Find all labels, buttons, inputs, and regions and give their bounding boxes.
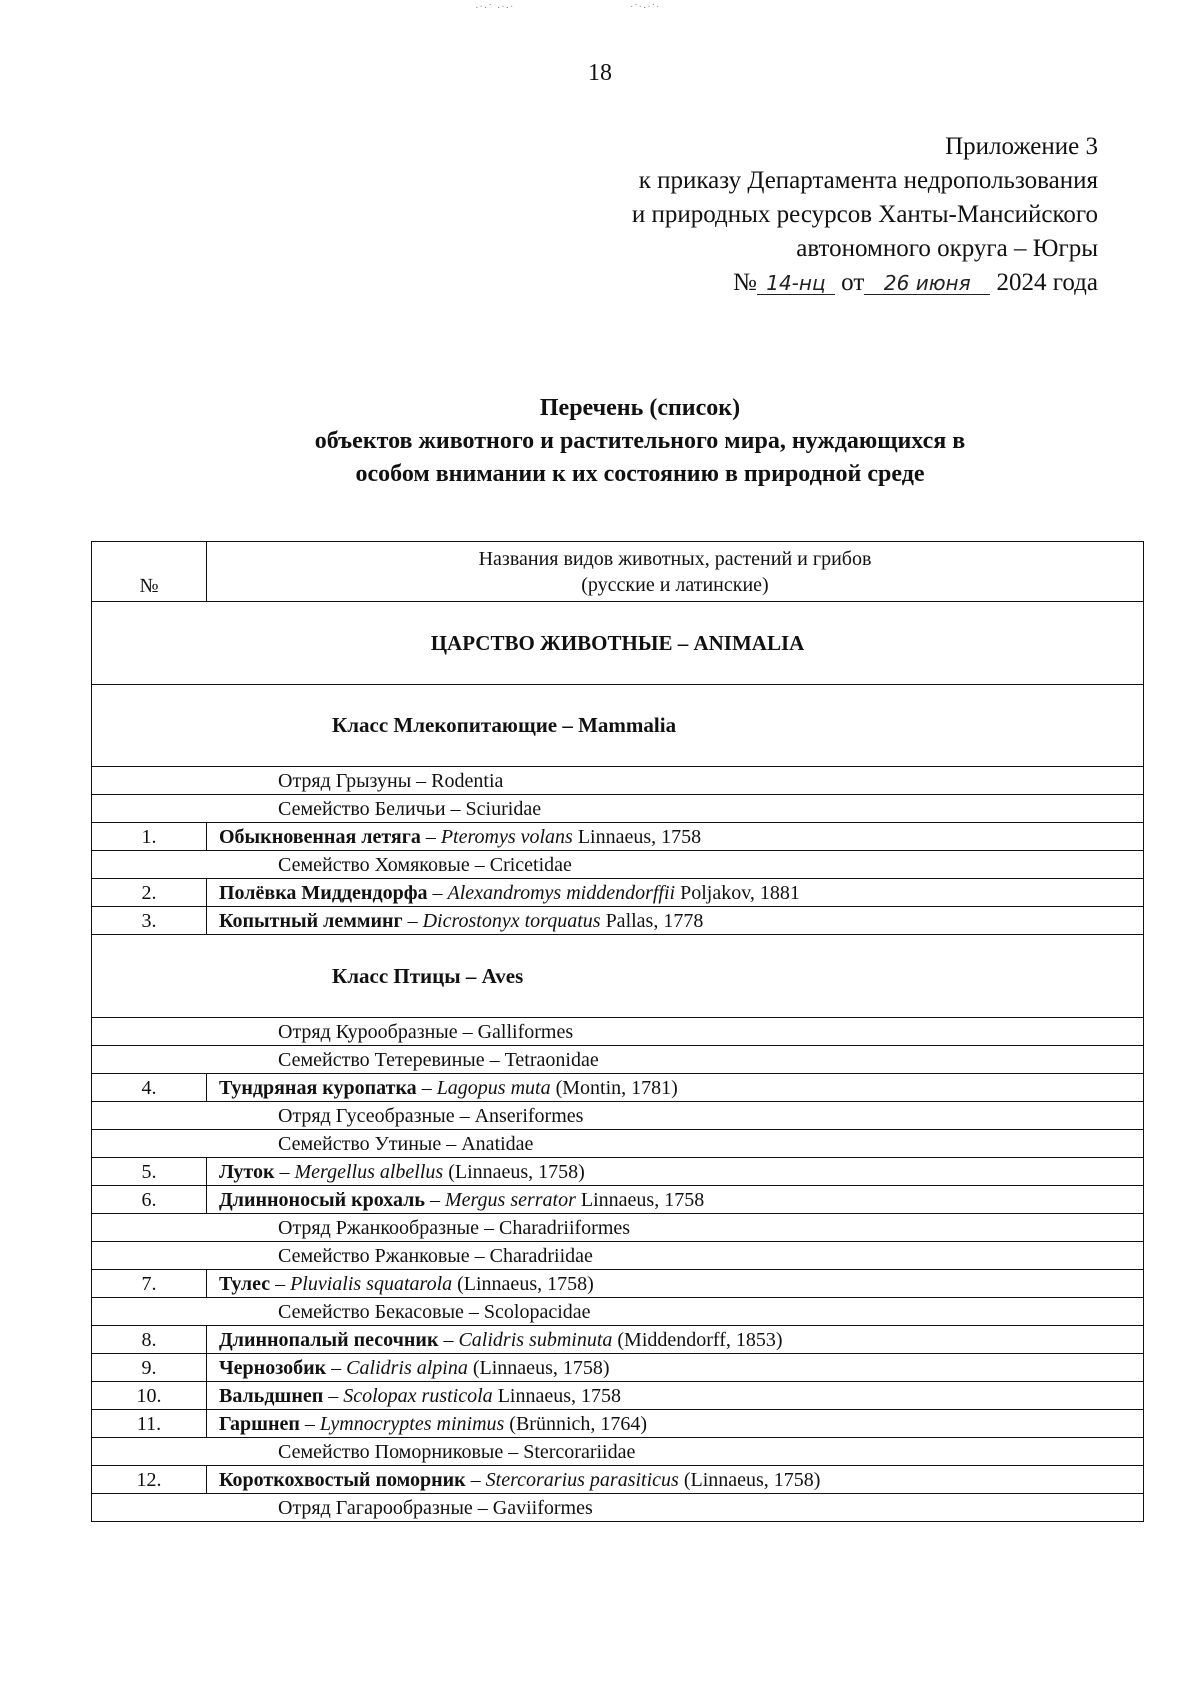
name-separator: – bbox=[465, 1468, 486, 1491]
appendix-header bbox=[632, 130, 1098, 300]
name-separator: – bbox=[323, 1384, 344, 1407]
order-reference bbox=[632, 266, 1098, 300]
species-name-cell bbox=[207, 823, 1144, 851]
taxon-row bbox=[92, 1046, 1144, 1074]
title-line: особом внимании к их состоянию в природной среде bbox=[355, 461, 925, 487]
from-label: от bbox=[841, 269, 865, 296]
species-name-cell bbox=[207, 1466, 1144, 1494]
species-author: (Linnaeus, 1758) bbox=[467, 1356, 610, 1379]
species-russian-name: Длинноносый крохаль bbox=[219, 1188, 425, 1211]
name-separator: – bbox=[402, 909, 423, 932]
species-russian-name: Гаршнеп bbox=[219, 1412, 300, 1435]
species-name-cell bbox=[207, 1354, 1144, 1382]
name-separator: – bbox=[326, 1356, 347, 1379]
species-number: 12. bbox=[92, 1466, 207, 1494]
taxon-label: Отряд Курообразные – Galliformes bbox=[278, 1020, 574, 1043]
taxon-label: Отряд Грызуны – Rodentia bbox=[278, 769, 504, 792]
taxon-cell bbox=[92, 1298, 1144, 1326]
species-number: 2. bbox=[92, 879, 207, 907]
species-author: Linnaeus, 1758 bbox=[572, 825, 702, 848]
class-heading bbox=[92, 685, 1144, 767]
taxon-label: Семейство Хомяковые – Cricetidae bbox=[278, 853, 572, 876]
species-author: (Montin, 1781) bbox=[550, 1076, 678, 1099]
appendix-line: Приложение 3 bbox=[945, 133, 1098, 160]
document-title bbox=[200, 392, 1080, 491]
species-number: 1. bbox=[92, 823, 207, 851]
table-header-row bbox=[92, 542, 1144, 602]
name-separator: – bbox=[299, 1412, 320, 1435]
species-author: Pallas, 1778 bbox=[600, 909, 704, 932]
species-author: Linnaeus, 1758 bbox=[492, 1384, 621, 1407]
taxon-cell bbox=[92, 1214, 1144, 1242]
class-label: Класс Млекопитающие – Mammalia bbox=[332, 713, 677, 737]
class-heading bbox=[92, 935, 1144, 1018]
species-russian-name: Копытный лемминг bbox=[219, 909, 403, 932]
name-separator: – bbox=[427, 881, 448, 904]
taxon-cell bbox=[92, 1494, 1144, 1522]
taxon-cell bbox=[92, 767, 1144, 795]
name-separator: – bbox=[416, 1076, 437, 1099]
taxon-row bbox=[92, 1242, 1144, 1270]
species-russian-name: Обыкновенная летяга bbox=[219, 825, 421, 848]
species-row bbox=[92, 1186, 1144, 1214]
taxon-label: Отряд Гусеобразные – Anseriformes bbox=[278, 1104, 584, 1127]
appendix-line: автономного округа – Югры bbox=[796, 235, 1098, 262]
header-number: № bbox=[92, 542, 207, 602]
title-line: Перечень (список) bbox=[539, 395, 741, 421]
taxon-label: Семейство Ржанковые – Charadriidae bbox=[278, 1244, 593, 1267]
species-row bbox=[92, 907, 1144, 935]
taxon-cell bbox=[92, 1242, 1144, 1270]
taxon-row bbox=[92, 1438, 1144, 1466]
taxon-row bbox=[92, 795, 1144, 823]
name-separator: – bbox=[420, 825, 441, 848]
species-russian-name: Луток bbox=[219, 1160, 275, 1183]
species-latin-name: Mergellus albellus bbox=[294, 1160, 444, 1183]
species-number: 11. bbox=[92, 1410, 207, 1438]
species-number: 5. bbox=[92, 1158, 207, 1186]
taxon-cell bbox=[92, 851, 1144, 879]
species-row bbox=[92, 1354, 1144, 1382]
species-name-cell bbox=[207, 1158, 1144, 1186]
taxon-row bbox=[92, 767, 1144, 795]
species-russian-name: Полёвка Миддендорфа bbox=[219, 881, 428, 904]
appendix-line: к приказу Департамента недропользования bbox=[638, 167, 1098, 194]
species-russian-name: Короткохвостый поморник bbox=[219, 1468, 466, 1491]
species-row bbox=[92, 1158, 1144, 1186]
taxon-label: Отряд Гагарообразные – Gaviiformes bbox=[278, 1496, 593, 1519]
species-latin-name: Scolopax rusticola bbox=[343, 1384, 493, 1407]
species-russian-name: Длиннопалый песочник bbox=[219, 1328, 439, 1351]
species-latin-name: Pluvialis squatarola bbox=[290, 1272, 453, 1295]
species-number: 4. bbox=[92, 1074, 207, 1102]
taxon-cell bbox=[92, 1130, 1144, 1158]
header-names-line: (русские и латинские) bbox=[581, 573, 769, 596]
species-latin-name: Stercorarius parasiticus bbox=[485, 1468, 679, 1491]
species-name-cell bbox=[207, 1382, 1144, 1410]
species-russian-name: Чернозобик bbox=[219, 1356, 327, 1379]
species-latin-name: Calidris subminuta bbox=[458, 1328, 613, 1351]
species-latin-name: Lagopus muta bbox=[436, 1076, 551, 1099]
taxon-cell bbox=[92, 1102, 1144, 1130]
species-russian-name: Тундряная куропатка bbox=[219, 1076, 417, 1099]
taxon-row bbox=[92, 1214, 1144, 1242]
species-row bbox=[92, 1270, 1144, 1298]
species-author: (Linnaeus, 1758) bbox=[452, 1272, 594, 1295]
taxon-label: Семейство Беличьи – Sciuridae bbox=[278, 797, 542, 820]
species-name-cell bbox=[207, 1186, 1144, 1214]
species-name-cell bbox=[207, 907, 1144, 935]
taxon-label: Отряд Ржанкообразные – Charadriiformes bbox=[278, 1216, 631, 1239]
species-russian-name: Тулес bbox=[219, 1272, 271, 1295]
species-author: Linnaeus, 1758 bbox=[575, 1188, 705, 1211]
species-latin-name: Dicrostonyx torquatus bbox=[422, 909, 601, 932]
kingdom-row bbox=[92, 602, 1144, 685]
taxon-row bbox=[92, 851, 1144, 879]
species-number: 6. bbox=[92, 1186, 207, 1214]
taxon-row bbox=[92, 1018, 1144, 1046]
species-row bbox=[92, 1410, 1144, 1438]
species-author: Poljakov, 1881 bbox=[675, 881, 800, 904]
kingdom-heading: ЦАРСТВО ЖИВОТНЫЕ – ANIMALIA bbox=[92, 602, 1144, 685]
appendix-line: и природных ресурсов Ханты-Мансийского bbox=[631, 201, 1098, 228]
scan-artifact: ·ˑ·˙ ·ˑ·ˑ bbox=[475, 2, 515, 14]
species-latin-name: Alexandromys middendorffii bbox=[447, 881, 676, 904]
species-number: 9. bbox=[92, 1354, 207, 1382]
species-author: (Middendorff, 1853) bbox=[612, 1328, 783, 1351]
class-row bbox=[92, 685, 1144, 767]
species-row bbox=[92, 1382, 1144, 1410]
order-year: 2024 года bbox=[996, 269, 1098, 296]
species-name-cell bbox=[207, 1270, 1144, 1298]
taxon-cell bbox=[92, 795, 1144, 823]
taxon-cell bbox=[92, 1438, 1144, 1466]
species-table bbox=[91, 541, 1144, 1522]
species-number: 8. bbox=[92, 1326, 207, 1354]
species-number: 10. bbox=[92, 1382, 207, 1410]
species-name-cell bbox=[207, 1326, 1144, 1354]
species-russian-name: Вальдшнеп bbox=[219, 1384, 324, 1407]
species-latin-name: Pteromys volans bbox=[440, 825, 573, 848]
name-separator: – bbox=[270, 1272, 291, 1295]
header-names-line: Названия видов животных, растений и грибов bbox=[478, 547, 872, 570]
taxon-row bbox=[92, 1494, 1144, 1522]
taxon-cell bbox=[92, 1046, 1144, 1074]
handwritten-order-date: 26 июня bbox=[864, 272, 990, 295]
species-row bbox=[92, 823, 1144, 851]
species-row bbox=[92, 879, 1144, 907]
species-author: (Linnaeus, 1758) bbox=[678, 1468, 821, 1491]
taxon-row bbox=[92, 1130, 1144, 1158]
header-names bbox=[207, 542, 1144, 602]
species-row bbox=[92, 1466, 1144, 1494]
page-number: 18 bbox=[588, 60, 612, 86]
class-row bbox=[92, 935, 1144, 1018]
class-label: Класс Птицы – Aves bbox=[332, 963, 524, 988]
species-latin-name: Calidris alpina bbox=[346, 1356, 468, 1379]
taxon-label: Семейство Бекасовые – Scolopacidae bbox=[278, 1300, 591, 1323]
species-name-cell bbox=[207, 1074, 1144, 1102]
species-author: (Linnaeus, 1758) bbox=[443, 1160, 585, 1183]
species-number: 3. bbox=[92, 907, 207, 935]
name-separator: – bbox=[424, 1188, 445, 1211]
taxon-label: Семейство Утиные – Anatidae bbox=[278, 1132, 534, 1155]
species-row bbox=[92, 1326, 1144, 1354]
taxon-label: Семейство Поморниковые – Stercorariidae bbox=[278, 1440, 636, 1463]
species-latin-name: Mergus serrator bbox=[444, 1188, 576, 1211]
handwritten-order-number: 14-нц bbox=[757, 272, 835, 295]
name-separator: – bbox=[274, 1160, 295, 1183]
scan-artifact: ˑ˙ˑ·ˑ˙ˑ bbox=[630, 2, 661, 14]
number-sign: № bbox=[733, 269, 757, 296]
species-name-cell bbox=[207, 879, 1144, 907]
taxon-cell bbox=[92, 1018, 1144, 1046]
species-row bbox=[92, 1074, 1144, 1102]
species-number: 7. bbox=[92, 1270, 207, 1298]
taxon-row bbox=[92, 1298, 1144, 1326]
taxon-row bbox=[92, 1102, 1144, 1130]
title-line: объектов животного и растительного мира, нуждающихся в bbox=[314, 428, 966, 454]
species-author: (Brünnich, 1764) bbox=[504, 1412, 648, 1435]
species-name-cell bbox=[207, 1410, 1144, 1438]
name-separator: – bbox=[438, 1328, 459, 1351]
species-latin-name: Lymnocryptes minimus bbox=[319, 1412, 505, 1435]
taxon-label: Семейство Тетеревиные – Tetraonidae bbox=[278, 1048, 599, 1071]
